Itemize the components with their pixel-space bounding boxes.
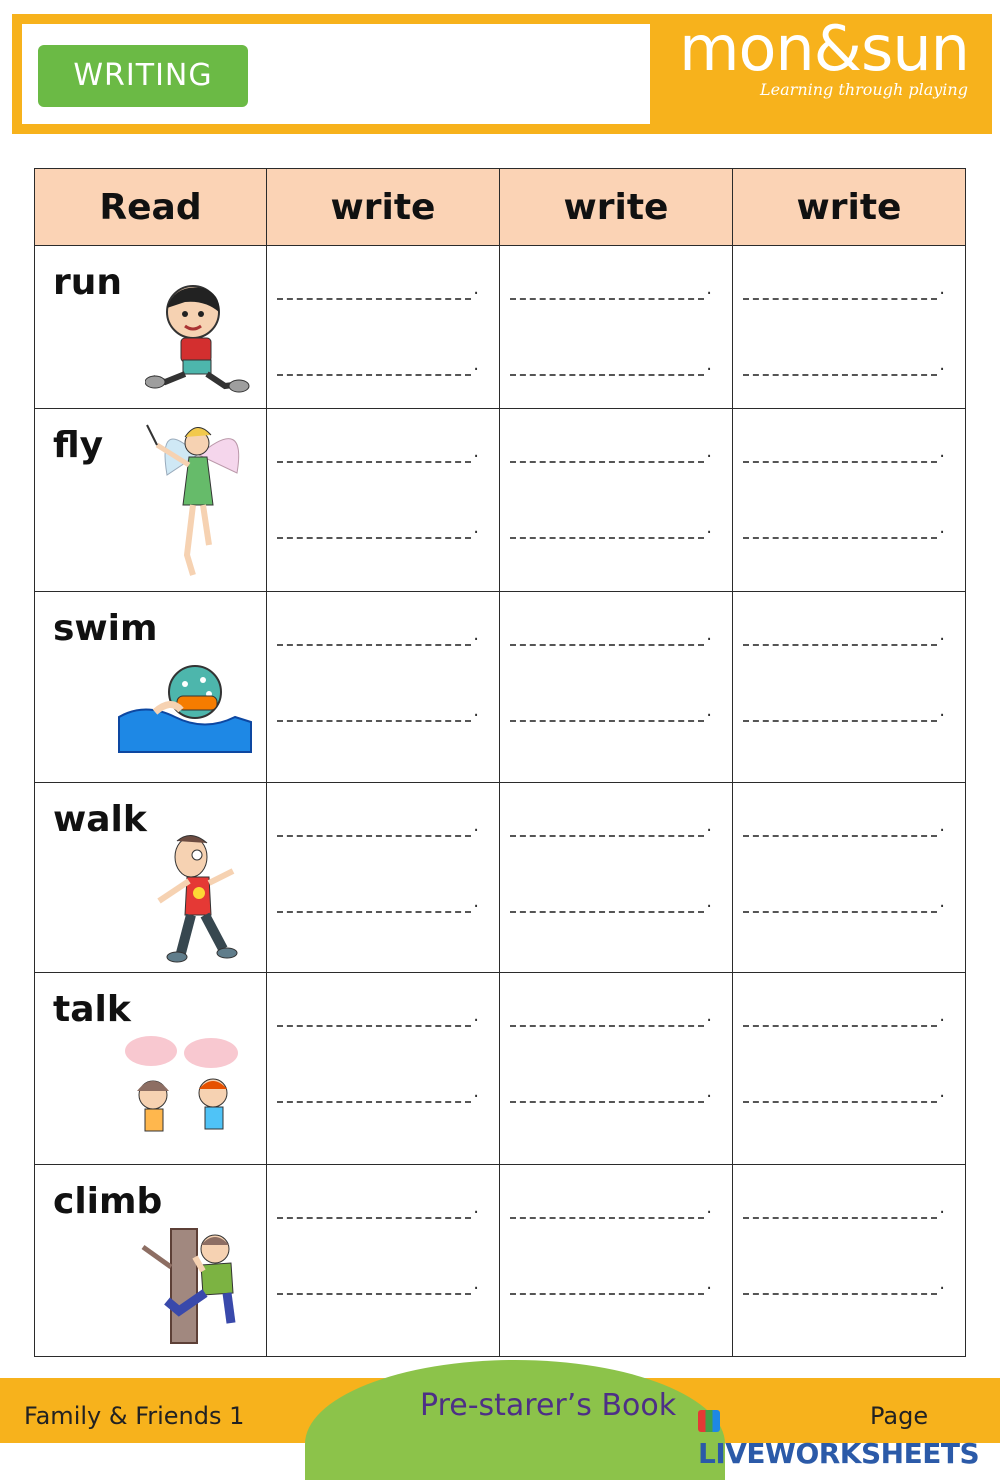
writing-line[interactable] (510, 298, 704, 300)
header-write-2: write (500, 169, 733, 246)
write-cell[interactable] (500, 592, 733, 783)
header-write-3: write (733, 169, 966, 246)
liveworksheets-watermark (698, 1404, 1000, 1470)
walking-man-picture (147, 831, 247, 966)
write-cell[interactable] (267, 409, 500, 592)
word-swim: swim (53, 608, 158, 649)
word-cell (35, 246, 267, 409)
word-talk: talk (53, 989, 131, 1030)
writing-line[interactable] (277, 1293, 471, 1295)
writing-line[interactable] (277, 298, 471, 300)
write-cell[interactable] (500, 783, 733, 973)
word-climb: climb (53, 1181, 163, 1222)
word-walk: walk (53, 799, 147, 840)
writing-line[interactable] (277, 644, 471, 646)
book-title: Pre-starer’s Book (420, 1388, 677, 1423)
writing-line[interactable] (277, 374, 471, 376)
writing-line[interactable] (510, 720, 704, 722)
write-cell[interactable] (267, 1165, 500, 1357)
word-run: run (53, 262, 123, 303)
writing-line[interactable] (743, 1025, 937, 1027)
writing-line[interactable] (277, 537, 471, 539)
writing-line[interactable] (510, 1101, 704, 1103)
writing-line[interactable] (510, 461, 704, 463)
write-cell[interactable] (267, 592, 500, 783)
logo-text: mon&sun (679, 12, 969, 85)
table-header-row (35, 169, 966, 246)
table-row (35, 1165, 966, 1357)
writing-line[interactable] (277, 1025, 471, 1027)
writing-line[interactable] (510, 374, 704, 376)
write-cell[interactable] (267, 246, 500, 409)
table-row (35, 246, 966, 409)
talking-children-picture (123, 1035, 248, 1140)
writing-line[interactable] (277, 1217, 471, 1219)
word-cell (35, 783, 267, 973)
logo-tagline: Learning through playing (760, 80, 968, 99)
writing-line[interactable] (743, 537, 937, 539)
write-cell[interactable] (267, 783, 500, 973)
write-cell[interactable] (500, 1165, 733, 1357)
header-write-1: write (267, 169, 500, 246)
writing-line[interactable] (510, 537, 704, 539)
write-cell[interactable] (733, 1165, 966, 1357)
writing-line[interactable] (277, 461, 471, 463)
write-cell[interactable] (733, 783, 966, 973)
swimmer-picture (115, 662, 255, 757)
writing-line[interactable] (743, 835, 937, 837)
writing-line[interactable] (510, 644, 704, 646)
writing-line[interactable] (510, 1217, 704, 1219)
write-cell[interactable] (733, 409, 966, 592)
writing-line[interactable] (510, 1293, 704, 1295)
write-cell[interactable] (733, 246, 966, 409)
table-row (35, 783, 966, 973)
writing-line[interactable] (277, 1101, 471, 1103)
word-cell (35, 592, 267, 783)
write-cell[interactable] (500, 409, 733, 592)
writing-line[interactable] (510, 911, 704, 913)
climbing-boy-picture (135, 1227, 245, 1347)
writing-badge: WRITING (38, 45, 248, 107)
table-row (35, 973, 966, 1165)
table-row (35, 409, 966, 592)
running-boy-picture (145, 282, 250, 397)
book-series-label: Family & Friends 1 (24, 1402, 245, 1430)
writing-line[interactable] (743, 644, 937, 646)
writing-line[interactable] (277, 835, 471, 837)
write-cell[interactable] (500, 973, 733, 1165)
write-cell[interactable] (733, 973, 966, 1165)
writing-line[interactable] (743, 1293, 937, 1295)
writing-line[interactable] (743, 720, 937, 722)
brand-logo (674, 14, 974, 110)
word-cell (35, 1165, 267, 1357)
writing-line[interactable] (277, 911, 471, 913)
writing-line[interactable] (743, 298, 937, 300)
page-label: Page (870, 1402, 929, 1430)
writing-line[interactable] (743, 461, 937, 463)
writing-line[interactable] (510, 835, 704, 837)
writing-line[interactable] (743, 374, 937, 376)
write-cell[interactable] (267, 973, 500, 1165)
write-cell[interactable] (500, 246, 733, 409)
word-cell (35, 409, 267, 592)
writing-line[interactable] (510, 1025, 704, 1027)
writing-line[interactable] (743, 1217, 937, 1219)
word-cell (35, 973, 267, 1165)
fairy-picture (137, 415, 252, 585)
header-read: Read (35, 169, 267, 246)
word-fly: fly (53, 425, 104, 466)
liveworksheets-logo-icon (698, 1410, 720, 1432)
write-cell[interactable] (733, 592, 966, 783)
writing-table (34, 168, 966, 1357)
watermark-text: LIVEWORKSHEETS (698, 1437, 980, 1470)
table-row (35, 592, 966, 783)
writing-line[interactable] (277, 720, 471, 722)
writing-line[interactable] (743, 1101, 937, 1103)
writing-line[interactable] (743, 911, 937, 913)
